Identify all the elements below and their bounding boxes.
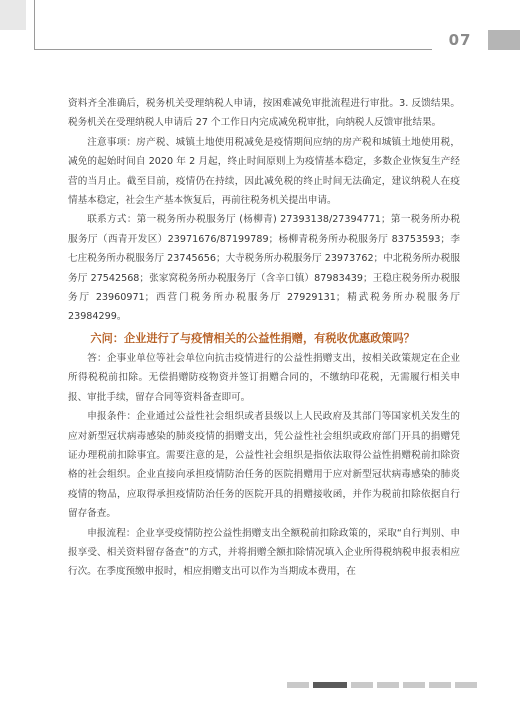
paragraph-conditions: 申报条件：企业通过公益性社会组织或者县级以上人民政府及其部门等国家机关发生的应对新型冠状病毒感染的肺炎疫情的捐赠支出，凭公益性社会组织或政府部门开具的捐赠凭证办理税前扣除事宜。需要注意的是，公益性社会组织是指依法取得公益性捐赠税前扣除资格的社会组织。企业直接向承担疫情防治任务的医院捐赠用于应对新型冠状病毒感染的肺炎疫情的物品，应取得承担疫情防治任务的医院开具的捐赠接收函，并作为税前扣除依据自行留存备查。 <box>68 411 460 520</box>
footer-bar-6 <box>429 682 451 688</box>
paragraph-process: 申报流程：企业享受疫情防控公益性捐赠支出全额税前扣除政策的，采取“自行判别、申报享受、相关资料留存备查”的方式，并将捐赠全额扣除情况填入企业所得税纳税申报表相应行次。在季度预缴申报时，相应捐赠支出可以作为当期成本费用，在 <box>68 527 460 578</box>
header-frame <box>0 0 520 56</box>
question-six-heading: 六问：企业进行了与疫情相关的公益性捐赠，有税收优惠政策吗？ <box>90 331 415 345</box>
page-number: 07 <box>448 31 472 49</box>
paragraph-review-result: 资料齐全准确后，税务机关受理纳税人申请，按困难减免审批流程进行审批。3. 反馈结果。税务机关在受理纳税人申请后 27 个工作日内完成减免税审批，向纳税人反馈审批结果。 <box>68 98 460 129</box>
footer-bar-1 <box>287 682 309 688</box>
frame-vertical-line <box>34 0 35 50</box>
paragraph-answer: 答：企事业单位等社会单位向抗击疫情进行的公益性捐赠支出，按相关政策规定在企业所得税税前扣除。无偿捐赠防疫物资并签订捐赠合同的，不缴纳印花税，无需履行相关申报、审批手续，留存合同等资料备查即可。 <box>68 352 460 403</box>
corner-decoration <box>0 0 26 30</box>
paragraph-notes: 注意事项：房产税、城镇土地使用税减免是疫情期间应纳的房产税和城镇土地使用税，减免的起始时间自 2020 年 2 月起，终止时间原则上为疫情基本稳定，多数企业恢复生产经营的当月止。截至目前，疫情仍在持续，因此减免税的终止时间无法确定，建议纳税人在疫情基本稳定，社会生产基本恢复后，再前往税务机关提出申请。 <box>68 136 460 207</box>
paragraph-contacts: 联系方式：第一税务所办税服务厅 (杨柳青) 27393138/27394771；第一税务所办税服务厅（西青开发区）23971676/87199789；杨柳青税务所办税服务厅 83753593；李七庄税务所办税服务厅 23745656；大寺税务所办税服务厅 23973762；中北税务所办税服务厅 27542568；张家窝税务所办税服务厅（含辛口镇）87983439；王稳庄税务所办税服务厅 23960971；西营门税务所办税服务厅 27929131；精武税务所办税服务厅 23984299。 <box>68 214 460 323</box>
footer-bar-7 <box>455 682 477 688</box>
footer-bar-4 <box>377 682 399 688</box>
page-number-box <box>432 30 488 50</box>
footer-bar-2 <box>313 682 347 688</box>
page-number-accent <box>488 30 520 50</box>
page-body <box>68 94 460 582</box>
footer-bar-5 <box>403 682 425 688</box>
frame-horizontal-line <box>34 49 486 50</box>
footer-bar-3 <box>351 682 373 688</box>
